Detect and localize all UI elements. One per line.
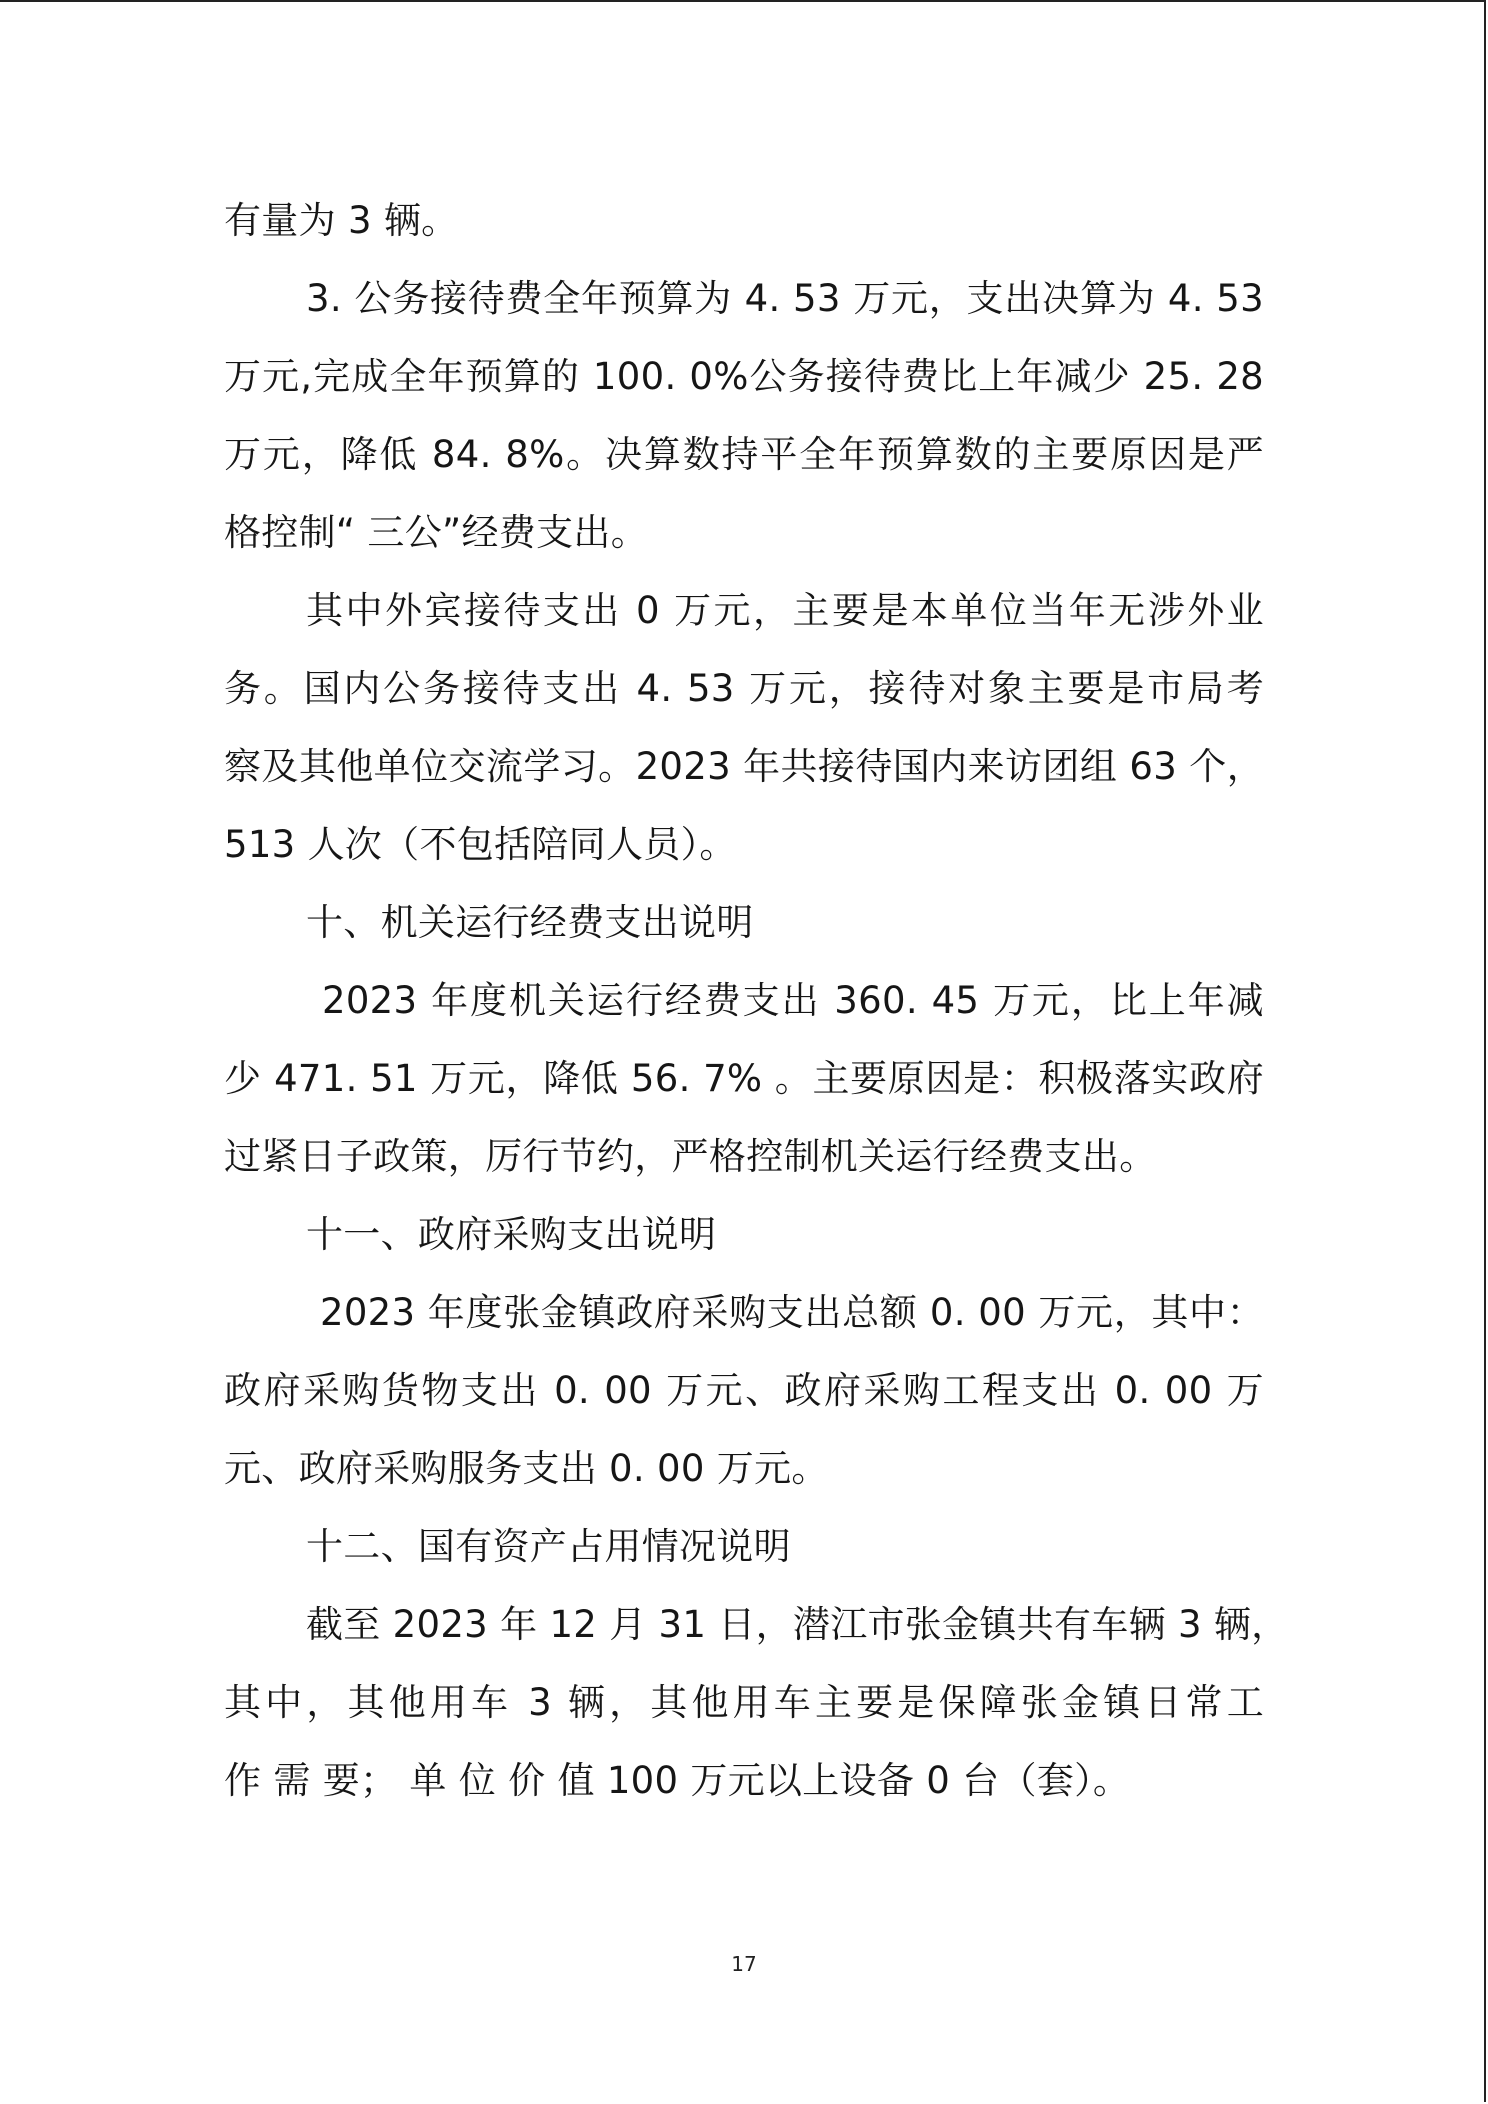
paragraph-line: 格控制“ 三公”经费支出。 bbox=[224, 511, 648, 554]
paragraph-line: 截至 2023 年 12 月 31 日，潜江市张金镇共有车辆 3 辆， bbox=[306, 1603, 1289, 1646]
paragraph-line: 务。国内公务接待支出 4. 53 万元，接待对象主要是市局考 bbox=[224, 667, 1264, 710]
page-number: 17 bbox=[731, 1952, 757, 1976]
section-heading: 十一、政府采购支出说明 bbox=[306, 1213, 717, 1256]
paragraph-line: 元、政府采购服务支出 0. 00 万元。 bbox=[224, 1447, 829, 1490]
paragraph-line: 作 需 要； 单 位 价 值 100 万元以上设备 0 台（套）。 bbox=[224, 1759, 1131, 1802]
paragraph-line: 少 471. 51 万元，降低 56. 7% 。主要原因是：积极落实政府 bbox=[224, 1057, 1264, 1100]
paragraph-line: 万元，降低 84. 8%。决算数持平全年预算数的主要原因是严 bbox=[224, 433, 1264, 476]
paragraph-line: 2023 年度张金镇政府采购支出总额 0. 00 万元，其中： bbox=[320, 1291, 1264, 1334]
section-heading: 十、机关运行经费支出说明 bbox=[306, 901, 754, 944]
paragraph-line: 察及其他单位交流学习。2023 年共接待国内来访团组 63 个， bbox=[224, 745, 1264, 788]
paragraph-line: 有量为 3 辆。 bbox=[224, 199, 459, 242]
paragraph-line: 其中，其他用车 3 辆，其他用车主要是保障张金镇日常工 bbox=[224, 1681, 1264, 1724]
paragraph-line: 513 人次（不包括陪同人员）。 bbox=[224, 823, 737, 866]
paragraph-line: 其中外宾接待支出 0 万元，主要是本单位当年无涉外业 bbox=[306, 589, 1264, 632]
section-heading: 十二、国有资产占用情况说明 bbox=[306, 1525, 791, 1568]
paragraph-line: 2023 年度机关运行经费支出 360. 45 万元，比上年减 bbox=[322, 979, 1264, 1022]
document-body bbox=[224, 182, 1289, 1820]
paragraph-line: 过紧日子政策，厉行节约，严格控制机关运行经费支出。 bbox=[224, 1135, 1157, 1178]
paragraph-line: 3. 公务接待费全年预算为 4. 53 万元，支出决算为 4. 53 bbox=[306, 277, 1264, 320]
paragraph-line: 万元,完成全年预算的 100. 0%公务接待费比上年减少 25. 28 bbox=[224, 355, 1264, 398]
paragraph-line: 政府采购货物支出 0. 00 万元、政府采购工程支出 0. 00 万 bbox=[224, 1369, 1264, 1412]
